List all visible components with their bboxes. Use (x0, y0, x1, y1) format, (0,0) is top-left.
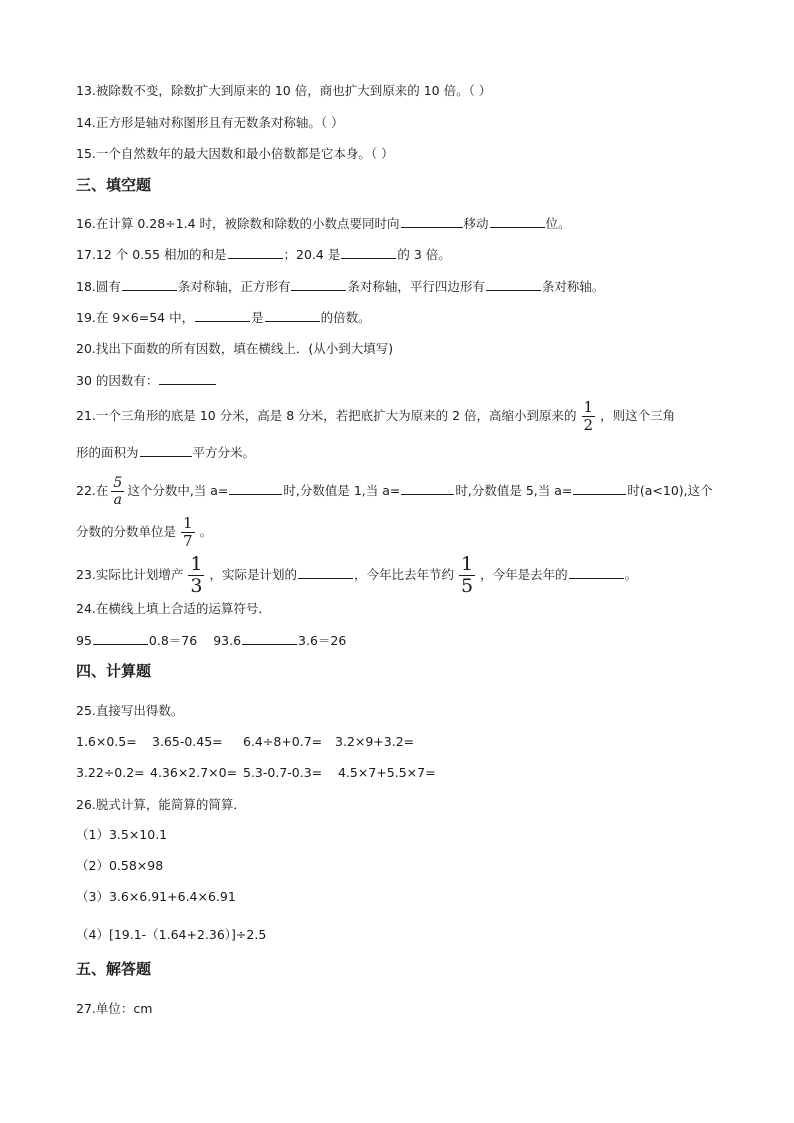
calc-row-2-item-4: 4.5×7+5.5×7= (338, 765, 436, 780)
question-21-part-a: 21.一个三角形的底是 10 分米，高是 8 分米，若把底扩大为原来的 2 倍，高缩小到原来的 (76, 408, 577, 423)
answer-blank[interactable] (242, 632, 297, 645)
question-26-item-4: （4）[19.1-（1.64+2.36）]÷2.5 (76, 927, 267, 942)
question-22-part-d: 时,分数值是 5,当 a= (455, 483, 573, 498)
question-22-part-c: 时,分数值是 1,当 a= (283, 483, 401, 498)
fraction-numerator: 1 (183, 514, 193, 532)
fraction-numerator: 5 (113, 475, 123, 491)
calc-row-1-item-1: 1.6×0.5= (76, 734, 137, 749)
section-heading-fill-blank: 三、填空题 (76, 176, 152, 194)
calc-row-1-item-4: 3.2×9+3.2= (335, 734, 415, 749)
answer-blank[interactable] (229, 482, 282, 495)
question-18 (76, 278, 604, 296)
problem-1-right: 0.8＝76 (148, 633, 198, 648)
question-15-text: 15.一个自然数年的最大因数和最小倍数都是它本身。（ ） (76, 146, 394, 161)
question-22-part-g: 。 (199, 524, 213, 539)
fraction-one-half (582, 400, 596, 433)
question-14-text: 14.正方形是轴对称图形且有无数条对称轴。（ ） (76, 115, 344, 130)
question-21-line-2 (76, 444, 255, 462)
question-24-text: 24.在横线上填上合适的运算符号． (76, 601, 271, 616)
fraction-five-over-a (111, 476, 124, 507)
answer-blank[interactable] (122, 278, 177, 291)
fraction-denominator: 7 (183, 532, 193, 550)
answer-blank[interactable] (401, 215, 463, 228)
calc-row-2-item-3: 5.3-0.7-0.3= (243, 765, 323, 780)
question-19-part-c: 的倍数。 (320, 310, 371, 325)
question-18-part-a: 18.圆有 (76, 279, 121, 294)
answer-blank[interactable] (159, 372, 216, 385)
calc-row-2-item-1: 3.22÷0.2= (76, 765, 145, 780)
question-22-part-f: 分数的分数单位是 (76, 524, 177, 539)
question-16-part-b: 移动 (463, 216, 489, 231)
question-27 (76, 1000, 152, 1018)
fraction-denominator: a (111, 491, 124, 507)
fraction-numerator: 1 (583, 398, 594, 416)
question-13 (76, 82, 491, 100)
question-20-sub (76, 372, 217, 390)
section-heading-calculation: 四、计算题 (76, 662, 152, 680)
question-20 (76, 340, 393, 358)
question-26-item-1: （1）3.5×10.1 (76, 827, 168, 842)
question-21-part-c: 形的面积为 (76, 445, 139, 460)
answer-blank[interactable] (298, 566, 353, 579)
question-23-part-b: ，实际是计划的 (209, 567, 297, 582)
problem-1-left: 95 (76, 633, 92, 648)
question-23 (76, 555, 637, 596)
question-21 (76, 400, 675, 433)
question-17-part-c: 的 3 倍。 (397, 247, 451, 262)
question-22 (76, 476, 713, 507)
question-17-part-b: ；20.4 是 (283, 247, 341, 262)
answer-blank[interactable] (401, 482, 454, 495)
question-24-problems (76, 632, 346, 650)
question-23-part-c: ，今年比去年节约 (354, 567, 455, 582)
answer-blank[interactable] (228, 246, 283, 259)
question-21-part-b: ，则这个三角 (600, 408, 676, 423)
question-20-text: 20.找出下面数的所有因数，填在横线上．(从小到大填写) (76, 341, 394, 356)
question-20-sub-text: 30 的因数有： (76, 373, 159, 388)
question-13-text: 13.被除数不变，除数扩大到原来的 10 倍，商也扩大到原来的 10 倍。（ ） (76, 83, 492, 98)
fraction-numerator: 1 (190, 553, 203, 575)
answer-blank[interactable] (291, 278, 346, 291)
question-17 (76, 246, 451, 264)
question-15 (76, 145, 394, 163)
question-19-part-a: 19.在 9×6=54 中， (76, 310, 195, 325)
question-18-part-c: 条对称轴，平行四边形有 (347, 279, 485, 294)
question-25 (76, 702, 183, 720)
question-26-item-2: （2）0.58×98 (76, 858, 164, 873)
question-18-part-b: 条对称轴，正方形有 (177, 279, 291, 294)
question-23-part-a: 23.实际比计划增产 (76, 567, 184, 582)
problem-2-right: 3.6＝26 (298, 633, 347, 648)
section-heading-word-problems: 五、解答题 (76, 960, 152, 978)
fraction-denominator: 2 (583, 416, 594, 434)
fraction-one-third (188, 555, 204, 596)
question-16-part-a: 16.在计算 0.28÷1.4 时，被除数和除数的小数点要同时向 (76, 216, 400, 231)
question-22-part-e: 时(a<10),这个 (627, 483, 713, 498)
question-26-text: 26.脱式计算，能简算的简算． (76, 797, 246, 812)
calc-row-1-item-2: 3.65-0.45= (152, 734, 223, 749)
question-27-text: 27.单位：cm (76, 1001, 153, 1016)
calc-row-2-item-2: 4.36×2.7×0= (150, 765, 238, 780)
question-22-part-b: 这个分数中,当 a= (127, 483, 229, 498)
question-22-part-a: 22.在 (76, 483, 109, 498)
question-21-part-d: 平方分米。 (192, 445, 256, 460)
problem-2-left: 93.6 (213, 633, 242, 648)
question-18-part-d: 条对称轴。 (541, 279, 605, 294)
answer-blank[interactable] (93, 632, 148, 645)
question-16 (76, 215, 571, 233)
answer-blank[interactable] (195, 309, 250, 322)
answer-blank[interactable] (265, 309, 320, 322)
question-23-part-d: ，今年是去年的 (480, 567, 568, 582)
question-24 (76, 600, 271, 618)
question-22-line-2 (76, 516, 212, 549)
question-16-part-c: 位。 (545, 216, 571, 231)
answer-blank[interactable] (569, 566, 624, 579)
fraction-numerator: 1 (461, 553, 474, 575)
question-26 (76, 796, 246, 814)
question-23-part-e: 。 (624, 567, 638, 582)
question-19-part-b: 是 (251, 310, 264, 325)
calc-row-1-item-3: 6.4÷8+0.7= (243, 734, 323, 749)
answer-blank[interactable] (490, 215, 545, 228)
question-14 (76, 114, 344, 132)
fraction-denominator: 3 (190, 575, 203, 597)
question-19 (76, 309, 371, 327)
question-17-part-a: 17.12 个 0.55 相加的和是 (76, 247, 227, 262)
question-25-text: 25.直接写出得数。 (76, 703, 184, 718)
answer-blank[interactable] (341, 246, 396, 259)
question-26-item-3: （3）3.6×6.91+6.4×6.91 (76, 889, 236, 904)
answer-blank[interactable] (486, 278, 541, 291)
answer-blank[interactable] (140, 444, 192, 457)
answer-blank[interactable] (573, 482, 626, 495)
fraction-one-seventh (181, 516, 195, 549)
fraction-denominator: 5 (461, 575, 474, 597)
fraction-one-fifth (459, 555, 475, 596)
